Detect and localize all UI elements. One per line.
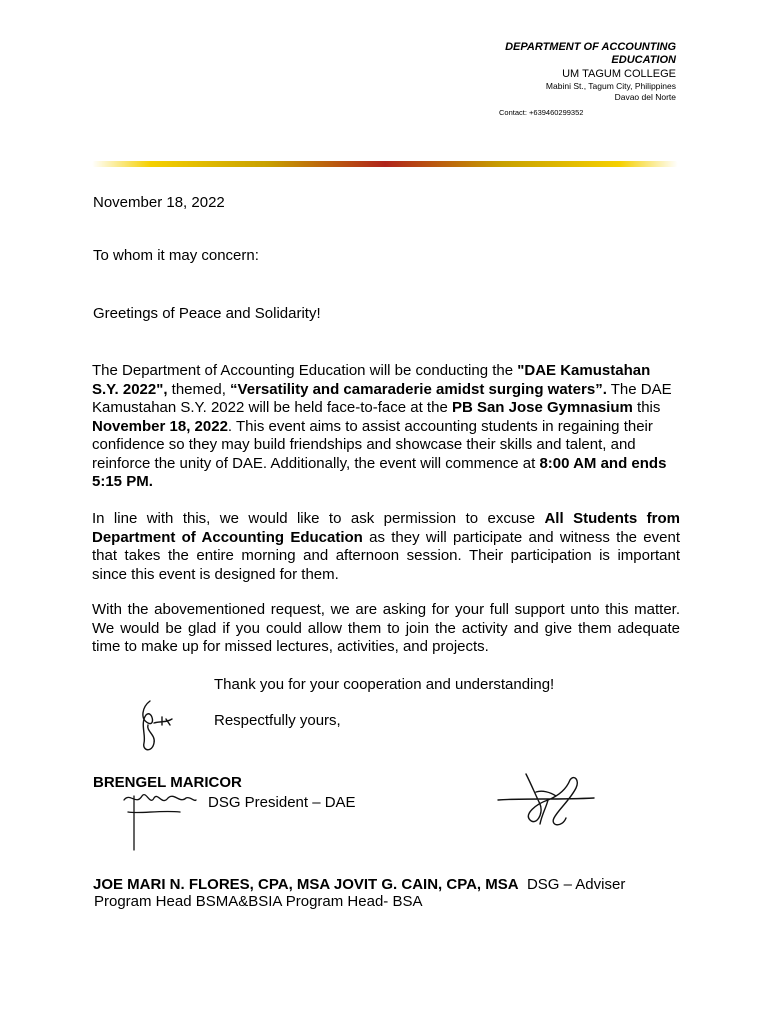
president-name: BRENGEL MARICOR (93, 774, 242, 791)
signature-brengel (136, 697, 180, 757)
college-name: UM TAGUM COLLEGE (562, 68, 676, 80)
salutation: To whom it may concern: (93, 247, 259, 264)
thanks-line: Thank you for your cooperation and understanding! (214, 676, 555, 693)
signature-cain (496, 770, 596, 834)
greeting: Greetings of Peace and Solidarity! (93, 305, 321, 322)
header-divider (92, 161, 678, 167)
paragraph-request: In line with this, we would like to ask permission to excuse All Students from Department of Accounting Education as they will participate and witness the event that takes the entire morning and afternoon session. Their participation is important since this event is designed for them. (92, 510, 680, 583)
adviser-title: DSG – Adviser (526, 876, 626, 893)
department-name: DEPARTMENT OF ACCOUNTING EDUCATION (505, 41, 676, 67)
paragraph-support: With the abovementioned request, we are asking for your full support unto this matter. We would be glad if you could allow them to join the activity and give them adequate time to make up for missed lectures, activities, and projects. (92, 601, 680, 655)
address (546, 81, 676, 104)
president-title: DSG President – DAE (208, 794, 356, 811)
paragraph-event-details: The Department of Accounting Education will be conducting the "DAE Kamustahan S.Y. 2022", themed, “Versatility and camaraderie amidst surging waters”. The DAE Kamustahan S.Y. 2022 will be held face-to-face at the PB San Jose Gymnasium this November 18, 2022. This event aims to assist accounting students in regaining their confidence so they may build friendships and showcase their skills and talent, and reinforce the unity of DAE. Additionally, the event will commence at 8:00 AM and ends 5:15 PM. (92, 362, 672, 490)
address-line-1: Mabini St., Tagum City, Philippines (545, 81, 676, 91)
closing-line: Respectfully yours, (214, 712, 341, 729)
contact-number: Contact: +639460299352 (499, 108, 584, 117)
adviser-names: JOE MARI N. FLORES, CPA, MSA JOVIT G. CAIN, CPA, MSA (93, 876, 519, 893)
address-line-2: Davao del Norte (614, 92, 676, 103)
letter-date: November 18, 2022 (93, 194, 225, 211)
program-heads: Program Head BSMA&BSIA Program Head- BSA (94, 893, 423, 910)
signature-flores (120, 784, 200, 854)
adviser-line (93, 876, 625, 895)
